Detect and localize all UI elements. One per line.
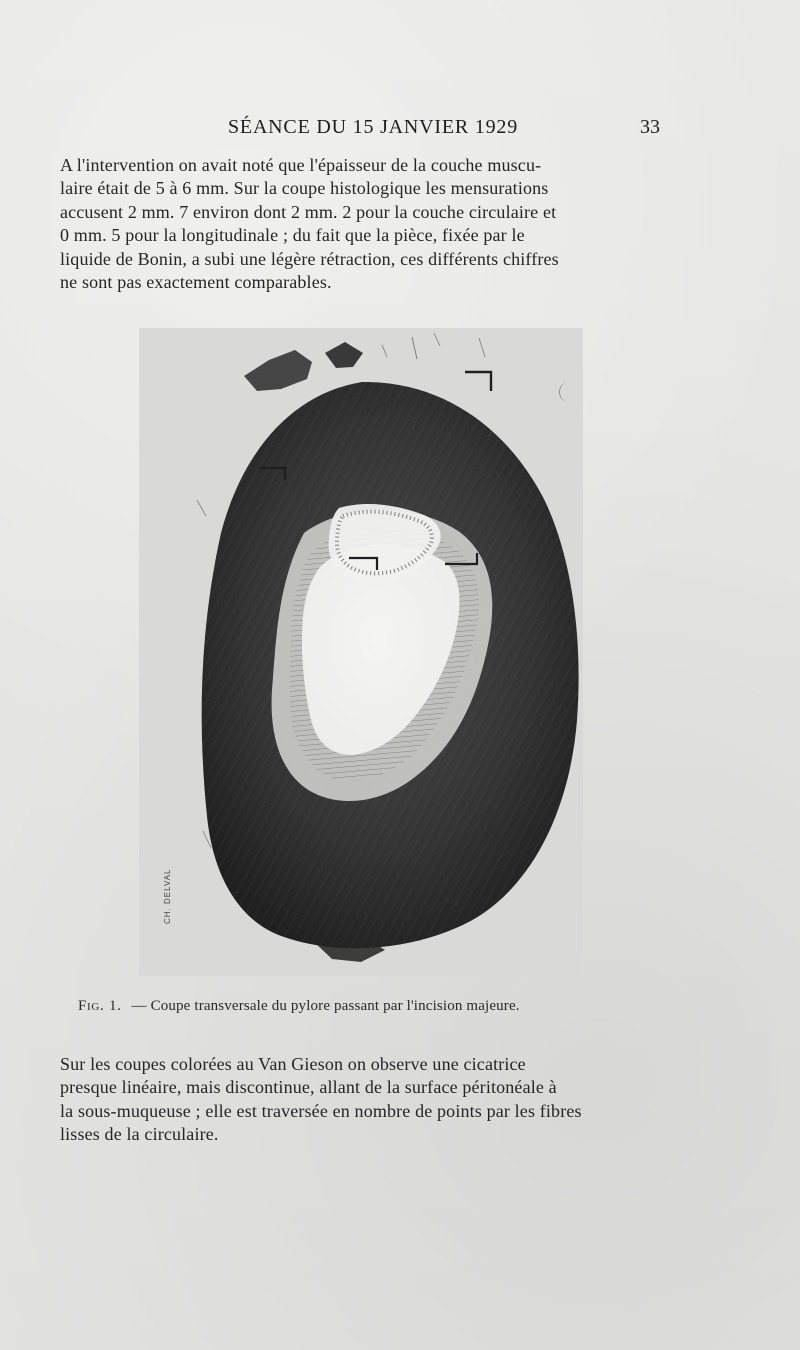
histology-illustration (139, 328, 583, 976)
illustrator-signature (163, 908, 233, 924)
paragraph-1-line-3: accusent 2 mm. 7 environ dont 2 mm. 2 pour la couche circulaire et (60, 201, 557, 222)
tissue-speckle (407, 915, 411, 919)
tissue-speckle (382, 402, 385, 405)
tissue-speckle (398, 913, 401, 916)
page-header (0, 116, 800, 142)
paragraph-2-line-2: presque linéaire, mais discontinue, allant de la surface péritonéale à (60, 1077, 557, 1098)
running-head: SÉANCE DU 15 JANVIER 1929 (228, 116, 518, 138)
figure-caption-label: Fig. 1. (78, 998, 122, 1014)
histology-figure (139, 328, 583, 976)
paragraph-1-line-4: 0 mm. 5 pour la longitudinale ; du fait que la pièce, fixée par le (60, 225, 525, 246)
paragraph-2-line-3: la sous-muqueuse ; elle est traversée en nombre de points par les fibres (60, 1100, 582, 1121)
paragraph-1-line-6: ne sont pas exactement comparables. (60, 272, 332, 293)
tissue-speckle (455, 902, 458, 905)
figure-caption-text: — Coupe transversale du pylore passant par l'incision majeure. (131, 998, 520, 1014)
paragraph-1-line-2: laire était de 5 à 6 mm. Sur la coupe histologique les mensurations (60, 178, 549, 199)
figure-caption (78, 998, 698, 1015)
paragraph-1 (60, 154, 666, 294)
paragraph-1-line-5: liquide de Bonin, a subi une légère rétraction, ces différents chiffres (60, 248, 559, 269)
paragraph-2-line-1: Sur les coupes colorées au Van Gieson on observe une cicatrice (60, 1054, 526, 1074)
tissue-speckle (366, 408, 370, 412)
tissue-speckle (444, 897, 448, 901)
paragraph-2 (60, 1053, 666, 1147)
paragraph-2-line-4: lisses de la circulaire. (60, 1124, 219, 1145)
page-number: 33 (640, 116, 660, 138)
paragraph-1-line-1: A l'intervention on avait noté que l'épaisseur de la couche muscu- (60, 155, 542, 175)
